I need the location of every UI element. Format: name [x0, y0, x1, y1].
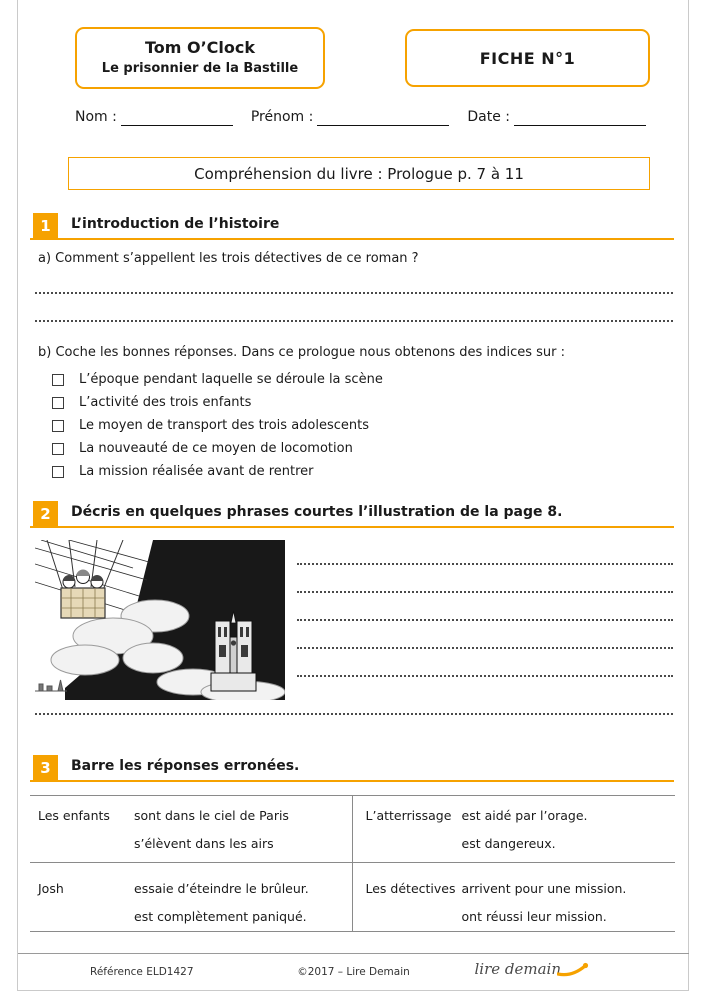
choice-row [52, 414, 667, 437]
reference-text: Référence ELD1427 [90, 966, 194, 978]
checkbox[interactable] [52, 420, 64, 432]
answer-line [297, 537, 673, 565]
copyright-text: ©2017 – Lire Demain [297, 966, 410, 978]
section3-header [30, 756, 674, 782]
table-cell [353, 863, 676, 932]
comprehension-banner [68, 157, 650, 190]
section2-header [30, 502, 674, 528]
choice-label: Le moyen de transport des trois adolescents [79, 418, 369, 433]
row-option: s’élèvent dans les airs [134, 836, 274, 851]
table-cell [353, 796, 676, 863]
answer-line [297, 593, 673, 621]
choice-label: La mission réalisée avant de rentrer [79, 464, 314, 479]
answer-line [297, 621, 673, 649]
book-title: Tom O’Clock [144, 38, 256, 57]
identity-row [75, 108, 655, 126]
answer-line [297, 565, 673, 593]
choice-label: La nouveauté de ce moyen de locomotion [79, 441, 353, 456]
book-subtitle: Le prisonnier de la Bastille [101, 60, 299, 76]
question-b: b) Coche les bonnes réponses. Dans ce prologue nous obtenons des indices sur : [38, 345, 566, 360]
question-a: a) Comment s’appellent les trois détectives de ce roman ? [38, 251, 419, 266]
nom-line [121, 110, 233, 126]
table-cell [30, 796, 353, 863]
row-subject: Josh [38, 881, 64, 896]
answers-table [30, 795, 675, 932]
date-label: Date : [467, 109, 510, 125]
checkbox[interactable] [52, 374, 64, 386]
section2-title: Décris en quelques phrases courtes l’illustration de la page 8. [71, 504, 563, 520]
row-option: essaie d’éteindre le brûleur. [134, 881, 309, 896]
sheet-number-box [405, 29, 650, 87]
answer-line-2 [35, 308, 673, 322]
row-option: sont dans le ciel de Paris [134, 808, 289, 823]
choice-label: L’époque pendant laquelle se déroule la scène [79, 372, 383, 387]
checkbox[interactable] [52, 443, 64, 455]
section3-number: 3 [33, 755, 58, 780]
row-option: est aidé par l’orage. [461, 808, 588, 823]
logo-swoosh-icon [557, 962, 589, 977]
description-lines [297, 537, 673, 677]
checkbox[interactable] [52, 466, 64, 478]
row-subject: Les enfants [38, 808, 110, 823]
table-cell [30, 863, 353, 932]
date-line [514, 110, 646, 126]
answer-line-1 [35, 280, 673, 294]
section1-title: L’introduction de l’histoire [71, 216, 280, 232]
row-option: est complètement paniqué. [134, 909, 307, 924]
sheet-number: FICHE N°1 [479, 48, 576, 68]
choice-row [52, 437, 667, 460]
row-option: est dangereux. [461, 836, 556, 851]
page-footer [18, 953, 689, 991]
choice-row [52, 460, 667, 483]
choice-label: L’activité des trois enfants [79, 395, 252, 410]
choice-row [52, 391, 667, 414]
checkbox[interactable] [52, 397, 64, 409]
answer-line-full [35, 701, 673, 715]
row-subject: L’atterrissage [365, 808, 452, 823]
row-option: arrivent pour une mission. [461, 881, 627, 896]
answer-line [297, 649, 673, 677]
publisher-logo [474, 960, 589, 978]
nom-label: Nom : [75, 109, 117, 125]
page8-illustration [35, 540, 285, 700]
section2-number: 2 [33, 501, 58, 526]
row-subject: Les détectives [365, 881, 456, 896]
choices-list [52, 368, 667, 483]
banner-text: Compréhension du livre : Prologue p. 7 à 11 [194, 164, 524, 183]
book-title-box [75, 27, 325, 89]
section1-number: 1 [33, 213, 58, 238]
row-option: ont réussi leur mission. [461, 909, 607, 924]
prenom-label: Prénom : [250, 109, 314, 125]
publisher-logo-text: lire demain [474, 960, 561, 978]
choice-row [52, 368, 667, 391]
prenom-line [317, 110, 449, 126]
section3-title: Barre les réponses erronées. [71, 758, 300, 774]
section1-header [30, 214, 674, 240]
